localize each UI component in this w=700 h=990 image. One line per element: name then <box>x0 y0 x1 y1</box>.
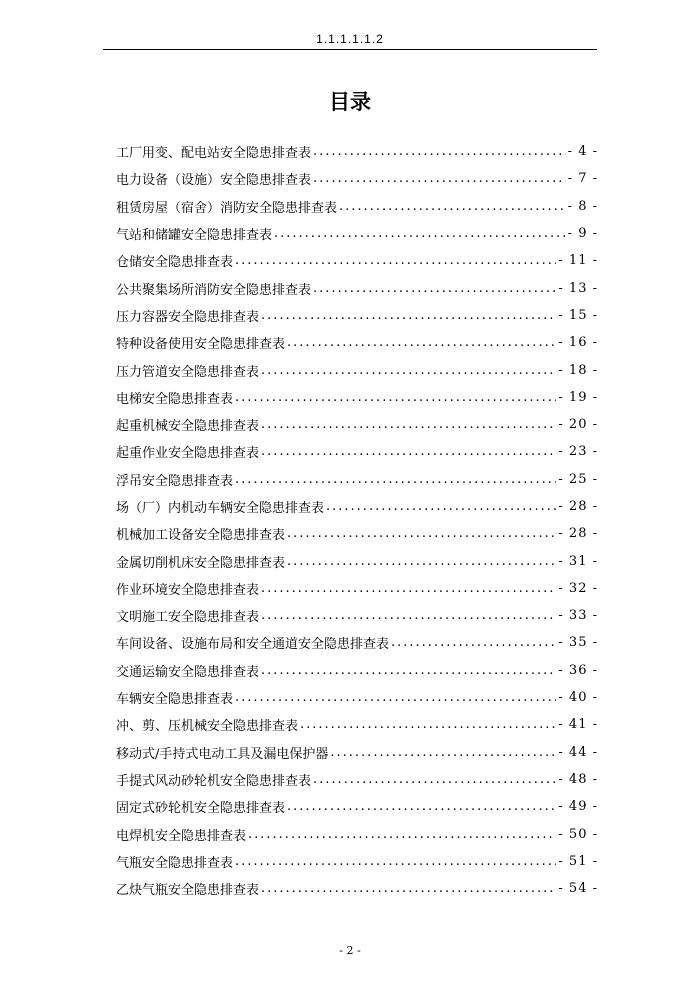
toc-entry[interactable] <box>116 220 598 247</box>
toc-entry-title: 冲、剪、压机械安全隐患排查表 <box>116 719 299 735</box>
toc-dot-leader <box>261 417 556 432</box>
toc-entry-title: 电力设备（设施）安全隐患排查表 <box>116 173 312 189</box>
toc-dot-leader <box>261 581 556 596</box>
toc-entry-title: 机械加工设备安全隐患排查表 <box>116 528 286 544</box>
toc-entry[interactable] <box>116 356 598 383</box>
toc-dot-leader <box>391 635 556 650</box>
toc-entry[interactable] <box>116 848 598 875</box>
toc-entry[interactable] <box>116 384 598 411</box>
toc-entry-page: - 51 - <box>558 853 598 869</box>
toc-entry-page: - 49 - <box>558 799 598 815</box>
toc-entry[interactable] <box>116 711 598 738</box>
toc-entry-title: 工厂用变、配电站安全隐患排查表 <box>116 146 312 162</box>
toc-entry[interactable] <box>116 793 598 820</box>
toc-entry-page: - 9 - <box>567 226 598 242</box>
toc-dot-leader <box>287 554 556 569</box>
toc-entry-title: 气瓶安全隐患排查表 <box>116 855 234 871</box>
toc-entry-page: - 18 - <box>558 362 598 378</box>
toc-entry[interactable] <box>116 165 598 192</box>
toc-dot-leader <box>261 881 556 896</box>
toc-dot-leader <box>326 499 556 514</box>
toc-entry[interactable] <box>116 466 598 493</box>
toc-dot-leader <box>261 444 556 459</box>
toc-entry-title: 手提式风动砂轮机安全隐患排查表 <box>116 773 312 789</box>
toc-entry[interactable] <box>116 520 598 547</box>
toc-entry-page: - 15 - <box>558 307 598 323</box>
toc-entry-page: - 44 - <box>558 744 598 760</box>
page-number: - 2 - <box>339 944 361 957</box>
toc-entry[interactable] <box>116 629 598 656</box>
toc-entry-page: - 32 - <box>558 580 598 596</box>
toc-entry[interactable] <box>116 820 598 847</box>
toc-entry-title: 压力容器安全隐患排查表 <box>116 309 260 325</box>
toc-entry-page: - 31 - <box>558 553 598 569</box>
toc-entry[interactable] <box>116 657 598 684</box>
toc-entry-title: 气站和储罐安全隐患排查表 <box>116 228 273 244</box>
table-of-contents <box>116 138 598 902</box>
toc-entry[interactable] <box>116 875 598 902</box>
toc-entry-title: 浮吊安全隐患排查表 <box>116 473 234 489</box>
toc-entry-title: 车辆安全隐患排查表 <box>116 692 234 708</box>
toc-dot-leader <box>235 690 556 705</box>
toc-entry[interactable] <box>116 438 598 465</box>
toc-dot-leader <box>287 799 556 814</box>
toc-entry-title: 固定式砂轮机安全隐患排查表 <box>116 801 286 817</box>
toc-dot-leader <box>235 253 556 268</box>
toc-entry-title: 文明施工安全隐患排查表 <box>116 610 260 626</box>
toc-dot-leader <box>300 717 556 732</box>
toc-entry-page: - 33 - <box>558 608 598 624</box>
toc-entry-page: - 13 - <box>558 280 598 296</box>
toc-entry-title: 压力管道安全隐患排查表 <box>116 364 260 380</box>
page-header: 1.1.1.1.1.2 <box>316 32 384 46</box>
page-title: 目录 <box>329 90 371 114</box>
header-rule <box>103 49 597 50</box>
toc-entry-page: - 19 - <box>558 389 598 405</box>
toc-entry[interactable] <box>116 766 598 793</box>
toc-entry[interactable] <box>116 411 598 438</box>
toc-entry[interactable] <box>116 138 598 165</box>
toc-entry-page: - 16 - <box>558 335 598 351</box>
toc-entry[interactable] <box>116 493 598 520</box>
toc-entry-title: 场（厂）内机动车辆安全隐患排查表 <box>116 501 325 516</box>
toc-entry[interactable] <box>116 274 598 301</box>
toc-entry-title: 起重作业安全隐患排查表 <box>116 446 260 462</box>
toc-entry[interactable] <box>116 329 598 356</box>
toc-entry[interactable] <box>116 739 598 766</box>
toc-entry-title: 电焊机安全隐患排查表 <box>116 828 247 844</box>
toc-entry[interactable] <box>116 547 598 574</box>
toc-entry-page: - 54 - <box>558 881 598 897</box>
toc-entry-page: - 36 - <box>558 662 598 678</box>
toc-dot-leader <box>235 472 556 487</box>
toc-dot-leader <box>313 281 556 296</box>
toc-entry-page: - 20 - <box>558 417 598 433</box>
toc-dot-leader <box>261 608 556 623</box>
toc-entry[interactable] <box>116 302 598 329</box>
toc-entry-page: - 11 - <box>558 253 598 269</box>
toc-entry-page: - 25 - <box>558 471 598 487</box>
toc-entry-title: 公共聚集场所消防安全隐患排查表 <box>116 282 312 298</box>
toc-entry-title: 移动式/手持式电动工具及漏电保护器 <box>116 746 329 762</box>
toc-dot-leader <box>274 226 566 241</box>
toc-entry-title: 交通运输安全隐患排查表 <box>116 664 260 680</box>
toc-entry[interactable] <box>116 193 598 220</box>
toc-entry-page: - 28 - <box>558 499 598 514</box>
toc-entry-title: 仓储安全隐患排查表 <box>116 255 234 271</box>
toc-entry-page: - 4 - <box>567 144 598 160</box>
toc-entry[interactable] <box>116 247 598 274</box>
toc-entry[interactable] <box>116 575 598 602</box>
toc-entry-title: 特种设备使用安全隐患排查表 <box>116 337 286 353</box>
toc-entry-title: 电梯安全隐患排查表 <box>116 391 234 407</box>
toc-entry-page: - 7 - <box>567 171 598 187</box>
toc-entry-page: - 48 - <box>558 771 598 787</box>
toc-entry-page: - 40 - <box>558 690 598 706</box>
toc-entry-title: 金属切削机床安全隐患排查表 <box>116 555 286 571</box>
toc-dot-leader <box>248 827 556 842</box>
toc-entry[interactable] <box>116 602 598 629</box>
toc-entry-page: - 35 - <box>558 635 598 651</box>
toc-dot-leader <box>261 308 556 323</box>
toc-dot-leader <box>313 772 556 787</box>
toc-dot-leader <box>287 335 556 350</box>
toc-dot-leader <box>339 199 566 214</box>
toc-dot-leader <box>313 171 566 186</box>
toc-entry-page: - 8 - <box>567 198 598 214</box>
toc-entry-title: 作业环境安全隐患排查表 <box>116 582 260 598</box>
toc-entry-page: - 28 - <box>558 526 598 542</box>
toc-entry[interactable] <box>116 684 598 711</box>
toc-entry-page: - 50 - <box>558 826 598 842</box>
toc-dot-leader <box>235 854 556 869</box>
toc-entry-title: 起重机械安全隐患排查表 <box>116 419 260 435</box>
toc-entry-title: 车间设备、设施布局和安全通道安全隐患排查表 <box>116 637 390 653</box>
toc-entry-page: - 23 - <box>558 444 598 460</box>
toc-entry-title: 乙炔气瓶安全隐患排查表 <box>116 883 260 899</box>
toc-entry-page: - 41 - <box>558 717 598 733</box>
toc-dot-leader <box>313 144 566 159</box>
toc-dot-leader <box>235 390 556 405</box>
toc-dot-leader <box>261 363 556 378</box>
toc-dot-leader <box>287 526 556 541</box>
toc-dot-leader <box>261 663 556 678</box>
toc-entry-title: 租赁房屋（宿舍）消防安全隐患排查表 <box>116 200 338 216</box>
toc-dot-leader <box>330 745 556 760</box>
